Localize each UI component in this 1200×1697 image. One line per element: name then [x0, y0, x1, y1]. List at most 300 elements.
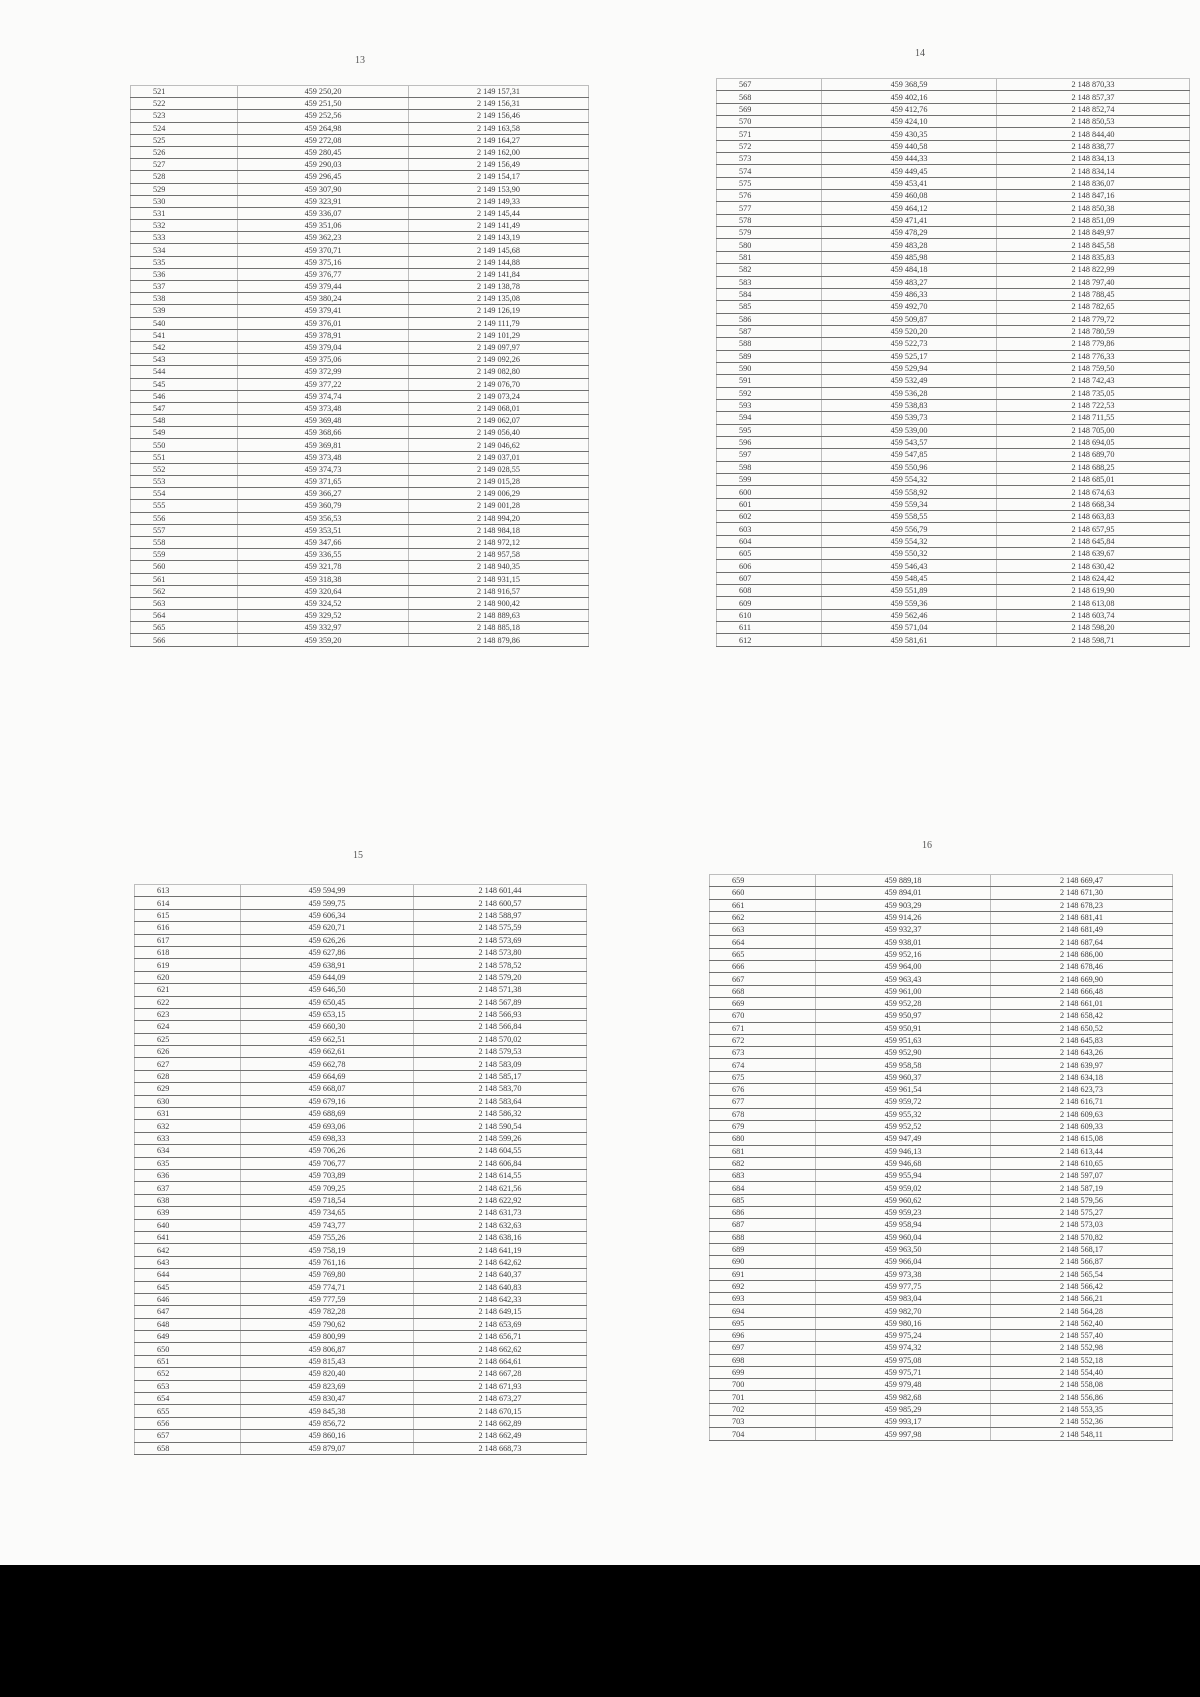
table-row: [717, 153, 1190, 165]
x-coordinate: 459 356,53: [238, 512, 409, 524]
table-row: [710, 1219, 1173, 1231]
y-coordinate: 2 148 656,71: [414, 1331, 587, 1343]
x-coordinate: 459 444,33: [822, 153, 997, 165]
table-row: [717, 264, 1190, 276]
table-row: [710, 1243, 1173, 1255]
point-number: 521: [131, 86, 238, 98]
table-row: [131, 561, 589, 573]
table-row: [131, 146, 589, 158]
table-row: [131, 183, 589, 195]
point-number: 536: [131, 268, 238, 280]
point-number: 581: [717, 251, 822, 263]
y-coordinate: 2 148 598,20: [997, 622, 1190, 634]
x-coordinate: 459 734,65: [241, 1207, 414, 1219]
point-number: 666: [710, 961, 816, 973]
y-coordinate: 2 148 849,97: [997, 227, 1190, 239]
y-coordinate: 2 148 579,20: [414, 971, 587, 983]
table-row: [710, 1317, 1173, 1329]
table-row: [131, 232, 589, 244]
y-coordinate: 2 148 578,52: [414, 959, 587, 971]
x-coordinate: 459 347,66: [238, 536, 409, 548]
table-row: [717, 424, 1190, 436]
table-row: [135, 1293, 587, 1305]
table-row: [135, 1207, 587, 1219]
y-coordinate: 2 148 645,84: [997, 535, 1190, 547]
point-number: 696: [710, 1329, 816, 1341]
point-number: 630: [135, 1095, 241, 1107]
table-row: [135, 1306, 587, 1318]
x-coordinate: 459 562,46: [822, 609, 997, 621]
table-row: [717, 288, 1190, 300]
point-number: 622: [135, 996, 241, 1008]
y-coordinate: 2 148 779,86: [997, 338, 1190, 350]
table-row: [135, 1120, 587, 1132]
point-number: 631: [135, 1108, 241, 1120]
x-coordinate: 459 688,69: [241, 1108, 414, 1120]
table-row: [717, 362, 1190, 374]
point-number: 618: [135, 946, 241, 958]
table-row: [710, 1231, 1173, 1243]
point-number: 621: [135, 984, 241, 996]
x-coordinate: 459 371,65: [238, 476, 409, 488]
table-row: [717, 313, 1190, 325]
x-coordinate: 459 369,48: [238, 415, 409, 427]
table-row: [710, 961, 1173, 973]
y-coordinate: 2 149 145,68: [409, 244, 589, 256]
point-number: 525: [131, 134, 238, 146]
point-number: 657: [135, 1430, 241, 1442]
table-row: [131, 341, 589, 353]
point-number: 601: [717, 498, 822, 510]
table-row: [131, 500, 589, 512]
y-coordinate: 2 148 852,74: [997, 103, 1190, 115]
x-coordinate: 459 963,50: [816, 1243, 991, 1255]
table-row: [710, 1416, 1173, 1428]
y-coordinate: 2 148 657,95: [997, 523, 1190, 535]
x-coordinate: 459 369,81: [238, 439, 409, 451]
point-number: 675: [710, 1071, 816, 1083]
point-number: 582: [717, 264, 822, 276]
y-coordinate: 2 148 557,40: [991, 1329, 1173, 1341]
x-coordinate: 459 823,69: [241, 1380, 414, 1392]
point-number: 577: [717, 202, 822, 214]
y-coordinate: 2 148 623,73: [991, 1084, 1173, 1096]
point-number: 585: [717, 301, 822, 313]
point-number: 573: [717, 153, 822, 165]
y-coordinate: 2 148 604,55: [414, 1145, 587, 1157]
y-coordinate: 2 148 847,16: [997, 190, 1190, 202]
x-coordinate: 459 830,47: [241, 1393, 414, 1405]
point-number: 563: [131, 597, 238, 609]
x-coordinate: 459 321,78: [238, 561, 409, 573]
x-coordinate: 459 959,23: [816, 1207, 991, 1219]
point-number: 614: [135, 897, 241, 909]
x-coordinate: 459 627,86: [241, 946, 414, 958]
table-row: [131, 207, 589, 219]
point-number: 553: [131, 476, 238, 488]
table-row: [710, 1342, 1173, 1354]
point-number: 644: [135, 1269, 241, 1281]
point-number: 571: [717, 128, 822, 140]
point-number: 698: [710, 1354, 816, 1366]
point-number: 632: [135, 1120, 241, 1132]
y-coordinate: 2 148 638,16: [414, 1231, 587, 1243]
x-coordinate: 459 845,38: [241, 1405, 414, 1417]
y-coordinate: 2 148 642,33: [414, 1293, 587, 1305]
table-row: [135, 1157, 587, 1169]
point-number: 635: [135, 1157, 241, 1169]
table-row: [135, 1095, 587, 1107]
y-coordinate: 2 148 689,70: [997, 449, 1190, 461]
x-coordinate: 459 559,34: [822, 498, 997, 510]
table-row: [710, 1428, 1173, 1440]
point-number: 683: [710, 1170, 816, 1182]
point-number: 664: [710, 936, 816, 948]
point-number: 661: [710, 899, 816, 911]
y-coordinate: 2 148 599,26: [414, 1132, 587, 1144]
y-coordinate: 2 148 851,09: [997, 214, 1190, 226]
y-coordinate: 2 148 556,86: [991, 1391, 1173, 1403]
x-coordinate: 459 379,04: [238, 341, 409, 353]
x-coordinate: 459 951,63: [816, 1034, 991, 1046]
point-number: 586: [717, 313, 822, 325]
table-row: [135, 922, 587, 934]
y-coordinate: 2 148 587,19: [991, 1182, 1173, 1194]
point-number: 634: [135, 1145, 241, 1157]
table-row: [710, 1194, 1173, 1206]
table-row: [135, 1417, 587, 1429]
y-coordinate: 2 148 797,40: [997, 276, 1190, 288]
point-number: 572: [717, 140, 822, 152]
point-number: 672: [710, 1034, 816, 1046]
table-row: [135, 1393, 587, 1405]
y-coordinate: 2 148 573,03: [991, 1219, 1173, 1231]
y-coordinate: 2 148 565,54: [991, 1268, 1173, 1280]
y-coordinate: 2 148 940,35: [409, 561, 589, 573]
point-number: 702: [710, 1403, 816, 1415]
table-row: [135, 1256, 587, 1268]
x-coordinate: 459 959,72: [816, 1096, 991, 1108]
x-coordinate: 459 558,55: [822, 511, 997, 523]
table-row: [135, 996, 587, 1008]
x-coordinate: 459 547,85: [822, 449, 997, 461]
y-coordinate: 2 149 138,78: [409, 281, 589, 293]
point-number: 569: [717, 103, 822, 115]
y-coordinate: 2 148 573,80: [414, 946, 587, 958]
y-coordinate: 2 148 573,69: [414, 934, 587, 946]
x-coordinate: 459 653,15: [241, 1008, 414, 1020]
y-coordinate: 2 148 586,32: [414, 1108, 587, 1120]
point-number: 633: [135, 1132, 241, 1144]
table-row: [131, 293, 589, 305]
x-coordinate: 459 952,90: [816, 1047, 991, 1059]
x-coordinate: 459 453,41: [822, 177, 997, 189]
table-row: [131, 476, 589, 488]
point-number: 654: [135, 1393, 241, 1405]
y-coordinate: 2 148 681,41: [991, 911, 1173, 923]
point-number: 659: [710, 875, 816, 887]
table-row: [710, 1133, 1173, 1145]
table-row: [710, 1034, 1173, 1046]
point-number: 551: [131, 451, 238, 463]
y-coordinate: 2 148 614,55: [414, 1169, 587, 1181]
y-coordinate: 2 149 082,80: [409, 366, 589, 378]
table-row: [717, 535, 1190, 547]
table-row: [710, 1391, 1173, 1403]
x-coordinate: 459 952,28: [816, 997, 991, 1009]
point-number: 620: [135, 971, 241, 983]
x-coordinate: 459 554,32: [822, 474, 997, 486]
y-coordinate: 2 149 153,90: [409, 183, 589, 195]
y-coordinate: 2 148 838,77: [997, 140, 1190, 152]
point-number: 628: [135, 1070, 241, 1082]
point-number: 662: [710, 911, 816, 923]
table-row: [717, 103, 1190, 115]
x-coordinate: 459 532,49: [822, 375, 997, 387]
y-coordinate: 2 148 889,63: [409, 610, 589, 622]
point-number: 592: [717, 387, 822, 399]
x-coordinate: 459 755,26: [241, 1231, 414, 1243]
table-row: [131, 488, 589, 500]
y-coordinate: 2 148 640,37: [414, 1269, 587, 1281]
table-row: [135, 1021, 587, 1033]
x-coordinate: 459 483,27: [822, 276, 997, 288]
point-number: 637: [135, 1182, 241, 1194]
x-coordinate: 459 718,54: [241, 1194, 414, 1206]
x-coordinate: 459 961,00: [816, 985, 991, 997]
y-coordinate: 2 148 597,07: [991, 1170, 1173, 1182]
x-coordinate: 459 377,22: [238, 378, 409, 390]
point-number: 557: [131, 524, 238, 536]
point-number: 548: [131, 415, 238, 427]
table-row: [135, 1008, 587, 1020]
point-number: 680: [710, 1133, 816, 1145]
x-coordinate: 459 539,00: [822, 424, 997, 436]
x-coordinate: 459 958,94: [816, 1219, 991, 1231]
y-coordinate: 2 149 145,44: [409, 207, 589, 219]
point-number: 566: [131, 634, 238, 646]
point-number: 602: [717, 511, 822, 523]
y-coordinate: 2 148 662,89: [414, 1417, 587, 1429]
y-coordinate: 2 148 850,38: [997, 202, 1190, 214]
table-row: [131, 366, 589, 378]
table-row: [710, 1059, 1173, 1071]
table-row: [717, 338, 1190, 350]
y-coordinate: 2 148 661,01: [991, 997, 1173, 1009]
x-coordinate: 459 520,20: [822, 325, 997, 337]
x-coordinate: 459 960,04: [816, 1231, 991, 1243]
point-number: 658: [135, 1442, 241, 1454]
x-coordinate: 459 264,98: [238, 122, 409, 134]
table-row: [131, 354, 589, 366]
table-row: [717, 548, 1190, 560]
y-coordinate: 2 149 056,40: [409, 427, 589, 439]
x-coordinate: 459 975,71: [816, 1366, 991, 1378]
x-coordinate: 459 492,70: [822, 301, 997, 313]
table-row: [131, 585, 589, 597]
y-coordinate: 2 148 834,13: [997, 153, 1190, 165]
x-coordinate: 459 977,75: [816, 1280, 991, 1292]
y-coordinate: 2 148 669,90: [991, 973, 1173, 985]
x-coordinate: 459 360,79: [238, 500, 409, 512]
x-coordinate: 459 402,16: [822, 91, 997, 103]
x-coordinate: 459 366,27: [238, 488, 409, 500]
x-coordinate: 459 985,29: [816, 1403, 991, 1415]
table-row: [717, 523, 1190, 535]
table-row: [135, 1169, 587, 1181]
y-coordinate: 2 148 664,61: [414, 1355, 587, 1367]
point-number: 646: [135, 1293, 241, 1305]
x-coordinate: 459 353,51: [238, 524, 409, 536]
point-number: 609: [717, 597, 822, 609]
table-row: [135, 1182, 587, 1194]
table-row: [135, 1244, 587, 1256]
point-number: 619: [135, 959, 241, 971]
y-coordinate: 2 148 668,73: [414, 1442, 587, 1454]
table-row: [710, 973, 1173, 985]
y-coordinate: 2 148 552,18: [991, 1354, 1173, 1366]
point-number: 590: [717, 362, 822, 374]
x-coordinate: 459 548,45: [822, 572, 997, 584]
point-number: 597: [717, 449, 822, 461]
y-coordinate: 2 148 759,50: [997, 362, 1190, 374]
point-number: 652: [135, 1368, 241, 1380]
y-coordinate: 2 148 558,08: [991, 1379, 1173, 1391]
point-number: 699: [710, 1366, 816, 1378]
x-coordinate: 459 471,41: [822, 214, 997, 226]
x-coordinate: 459 620,71: [241, 922, 414, 934]
y-coordinate: 2 148 850,53: [997, 116, 1190, 128]
point-number: 554: [131, 488, 238, 500]
y-coordinate: 2 148 634,18: [991, 1071, 1173, 1083]
y-coordinate: 2 149 028,55: [409, 463, 589, 475]
y-coordinate: 2 148 613,44: [991, 1145, 1173, 1157]
table-row: [710, 887, 1173, 899]
x-coordinate: 459 914,26: [816, 911, 991, 923]
x-coordinate: 459 336,55: [238, 549, 409, 561]
x-coordinate: 459 486,33: [822, 288, 997, 300]
point-number: 534: [131, 244, 238, 256]
table-row: [131, 402, 589, 414]
x-coordinate: 459 318,38: [238, 573, 409, 585]
x-coordinate: 459 706,77: [241, 1157, 414, 1169]
table-row: [717, 412, 1190, 424]
point-number: 537: [131, 281, 238, 293]
table-row: [135, 1331, 587, 1343]
x-coordinate: 459 375,06: [238, 354, 409, 366]
point-number: 603: [717, 523, 822, 535]
point-number: 678: [710, 1108, 816, 1120]
x-coordinate: 459 950,97: [816, 1010, 991, 1022]
table-row: [131, 329, 589, 341]
x-coordinate: 459 974,32: [816, 1342, 991, 1354]
x-coordinate: 459 932,37: [816, 924, 991, 936]
y-coordinate: 2 149 068,01: [409, 402, 589, 414]
y-coordinate: 2 148 668,34: [997, 498, 1190, 510]
point-number: 704: [710, 1428, 816, 1440]
point-number: 623: [135, 1008, 241, 1020]
table-row: [717, 399, 1190, 411]
point-number: 684: [710, 1182, 816, 1194]
point-number: 527: [131, 159, 238, 171]
point-number: 701: [710, 1391, 816, 1403]
point-number: 531: [131, 207, 238, 219]
y-coordinate: 2 148 640,83: [414, 1281, 587, 1293]
table-row: [717, 511, 1190, 523]
table-row: [710, 1354, 1173, 1366]
table-row: [710, 1170, 1173, 1182]
y-coordinate: 2 148 900,42: [409, 597, 589, 609]
y-coordinate: 2 149 037,01: [409, 451, 589, 463]
y-coordinate: 2 148 548,11: [991, 1428, 1173, 1440]
y-coordinate: 2 149 143,19: [409, 232, 589, 244]
table-row: [710, 1108, 1173, 1120]
table-row: [131, 195, 589, 207]
table-row: [131, 134, 589, 146]
y-coordinate: 2 148 590,54: [414, 1120, 587, 1132]
x-coordinate: 459 993,17: [816, 1416, 991, 1428]
x-coordinate: 459 307,90: [238, 183, 409, 195]
y-coordinate: 2 148 603,74: [997, 609, 1190, 621]
y-coordinate: 2 149 141,49: [409, 220, 589, 232]
page-number: 16: [922, 840, 932, 851]
point-number: 626: [135, 1046, 241, 1058]
table-row: [717, 79, 1190, 91]
y-coordinate: 2 148 621,56: [414, 1182, 587, 1194]
point-number: 589: [717, 350, 822, 362]
point-number: 611: [717, 622, 822, 634]
x-coordinate: 459 554,32: [822, 535, 997, 547]
x-coordinate: 459 272,08: [238, 134, 409, 146]
x-coordinate: 459 525,17: [822, 350, 997, 362]
point-number: 555: [131, 500, 238, 512]
table-row: [131, 244, 589, 256]
table-row: [710, 1096, 1173, 1108]
y-coordinate: 2 148 643,26: [991, 1047, 1173, 1059]
table-row: [717, 177, 1190, 189]
y-coordinate: 2 149 097,97: [409, 341, 589, 353]
table-row: [717, 190, 1190, 202]
coordinates-table: [134, 884, 587, 1455]
point-number: 640: [135, 1219, 241, 1231]
point-number: 653: [135, 1380, 241, 1392]
table-row: [135, 971, 587, 983]
y-coordinate: 2 148 579,53: [414, 1046, 587, 1058]
table-row: [131, 256, 589, 268]
table-row: [135, 1132, 587, 1144]
point-number: 617: [135, 934, 241, 946]
table-row: [135, 1108, 587, 1120]
x-coordinate: 459 558,92: [822, 486, 997, 498]
point-number: 613: [135, 885, 241, 897]
table-row: [135, 1355, 587, 1367]
y-coordinate: 2 148 662,62: [414, 1343, 587, 1355]
table-row: [710, 1256, 1173, 1268]
table-row: [710, 1305, 1173, 1317]
y-coordinate: 2 148 870,33: [997, 79, 1190, 91]
x-coordinate: 459 336,07: [238, 207, 409, 219]
table-row: [131, 171, 589, 183]
point-number: 642: [135, 1244, 241, 1256]
y-coordinate: 2 148 585,17: [414, 1070, 587, 1082]
x-coordinate: 459 997,98: [816, 1428, 991, 1440]
table-row: [135, 1442, 587, 1454]
point-number: 676: [710, 1084, 816, 1096]
y-coordinate: 2 148 779,72: [997, 313, 1190, 325]
point-number: 693: [710, 1293, 816, 1305]
point-number: 539: [131, 305, 238, 317]
x-coordinate: 459 440,58: [822, 140, 997, 152]
